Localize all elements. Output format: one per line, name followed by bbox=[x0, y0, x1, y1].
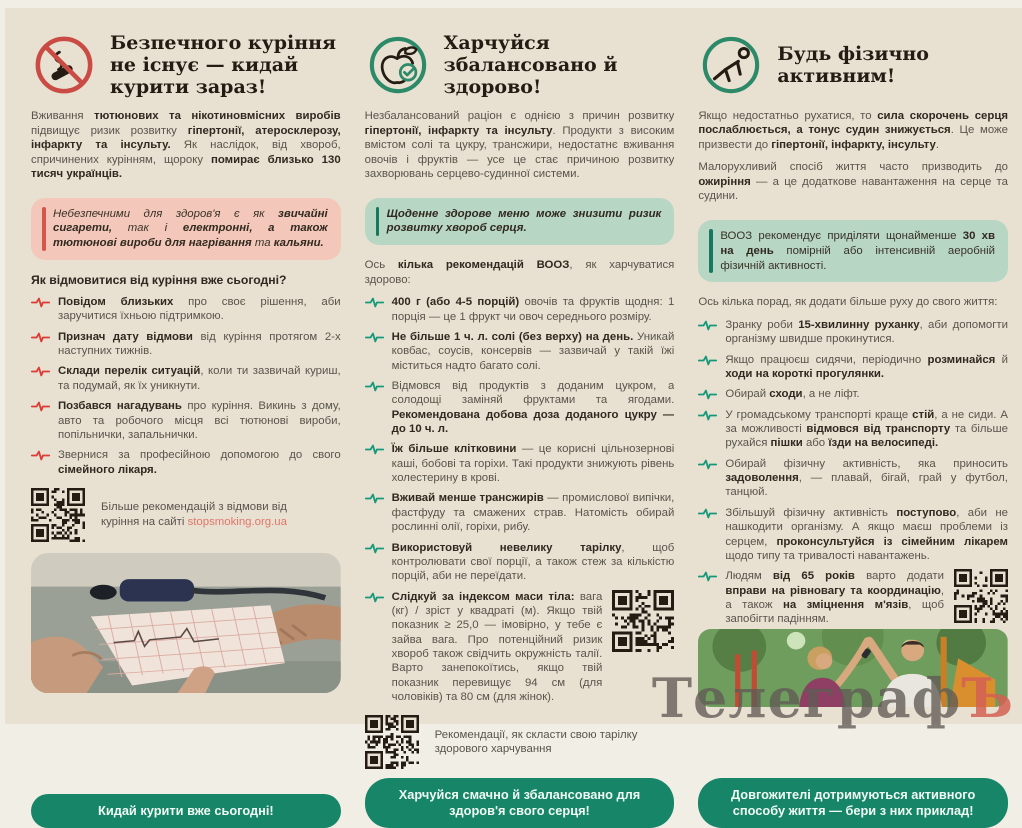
callout-text: Небезпечними для здоров'я є як звичайні сигарети, так і електронні, а також тютюнові вироби для нагрівання та кальяни. bbox=[53, 207, 328, 250]
tip-item bbox=[31, 364, 341, 393]
tip-item bbox=[698, 506, 1008, 563]
callout-text: ВООЗ рекомендує приділяти щонайменше 30 хв на день помірній або інтенсивній аеробній фізичній активності. bbox=[720, 229, 995, 272]
healthy-apple-icon bbox=[365, 32, 431, 98]
healthy-plate-qr-code bbox=[365, 715, 419, 769]
who-callout bbox=[698, 220, 1008, 282]
pulse-icon bbox=[698, 355, 717, 382]
pulse-icon bbox=[365, 592, 384, 705]
tip-text: 400 г (або 4-5 порцій) овочів та фруктів щодня: 1 порція — це 1 фрукт чи овоч середнього розміру. bbox=[391, 296, 675, 323]
intro-paragraph: Вживання тютюнових та нікотиновмісних виробів підвищує ризик розвитку гіпертонії, атеросклерозу, інфаркту та інсульту. Як наслідок, від хвороб, спричинених курінням, щороку помирає близько 130 тисяч українців. bbox=[31, 110, 341, 181]
pulse-icon bbox=[365, 543, 384, 584]
tip-item bbox=[31, 399, 341, 442]
section-heading: Ось кілька порад, як додати більше руху до свого життя: bbox=[698, 296, 998, 309]
tip-text: Склади перелік ситуацій, коли ти зазвичай куриш, та подумай, як їх уникнути. bbox=[58, 365, 341, 392]
tip-item bbox=[365, 590, 603, 705]
callout-accent-bar bbox=[42, 207, 46, 251]
pulse-icon bbox=[698, 459, 717, 500]
tip-item bbox=[698, 318, 1008, 347]
tip-item bbox=[698, 457, 1008, 500]
balanced-eating-banner: Харчуйся смачно й збалансовано для здоров'я свого серця! bbox=[365, 778, 675, 828]
intro-paragraph-2: Малорухливий спосіб життя часто призводить до ожиріння — а це додаткове навантаження на серце та судини. bbox=[698, 161, 1008, 203]
tip-text: Обирай сходи, а не ліфт. bbox=[725, 388, 860, 401]
seniors-tip-with-qr bbox=[698, 569, 1008, 626]
tip-item bbox=[698, 408, 1008, 451]
nutrition-tips-list bbox=[365, 295, 675, 583]
qr-row bbox=[365, 715, 675, 769]
ecg-checkup-photo bbox=[31, 553, 341, 693]
tip-text: Збільшуй фізичну активність поступово, аби не нашкодити організму. А якщо маєш проблеми із серцем, проконсультуйся із сімейним лікарем щодо типу та тривалості навантажень. bbox=[725, 506, 1008, 562]
pulse-icon bbox=[698, 320, 717, 347]
column-header bbox=[31, 32, 341, 98]
tip-text: Їж більше клітковини — це корисні цільнозернові каші, бобові та горіхи. Такі продукти знижують рівень холестерину в крові. bbox=[391, 443, 675, 485]
tip-item bbox=[365, 541, 675, 584]
quit-smoking-banner: Кидай курити вже сьогодні! bbox=[31, 794, 341, 828]
bmi-tip-with-qr bbox=[365, 590, 675, 705]
active-person-icon bbox=[698, 32, 764, 98]
section-heading: Ось кілька рекомендацій ВООЗ, як харчуватися здорово: bbox=[364, 259, 675, 286]
tip-text: Слідкуй за індексом маси тіла: вага (кг) / зріст у квадраті (м). Якщо твій показник ≥ 25,0 — імовірно, у тебе є зайва вага. Про потенційний ризик хвороб також свідчить окружність талії. Варто занепокоїтись, якщо твій показник перевищує 94 см (для чоловіків) та 80 см (для жінок). bbox=[391, 590, 603, 704]
intro-paragraph: Якщо недостатньо рухатися, то сила скорочень серця послаблюється, а тонус судин знижується. Це може призвести до гіпертонії, інфаркту, інсульту. bbox=[698, 110, 1008, 151]
pulse-icon bbox=[365, 444, 384, 485]
tip-text: Людям від 65 років варто додати вправи на рівновагу та координацію, а також на зміцнення м'язів, щоб запобігти падінням. bbox=[725, 570, 944, 626]
column-header bbox=[365, 32, 675, 98]
column-header bbox=[698, 32, 1008, 98]
tip-item bbox=[365, 491, 675, 534]
tip-text: Не більше 1 ч. л. солі (без верху) на день. Уникай ковбас, соусів, консервів — зазвичай у такій їжі міститься надто багато солі. bbox=[391, 330, 675, 372]
pulse-icon bbox=[31, 366, 50, 393]
no-smoking-icon bbox=[31, 32, 97, 98]
tip-text: Відмовся від продуктів з доданим цукром, а солодощі заміняй фруктами та ягодами. Рекомендована добова доза доданого цукру — до 10 ч. л. bbox=[391, 379, 675, 436]
tip-text: Признач дату відмови від куріння протягом 2-х наступних тижнів. bbox=[58, 330, 341, 358]
tip-item bbox=[698, 569, 944, 626]
tip-text: Якщо працюєш сидячи, періодично розминайся й ходи на короткі прогулянки. bbox=[725, 353, 1008, 380]
healthy-menu-callout bbox=[365, 198, 675, 246]
callout-text: Щоденне здорове меню може знизити ризик розвитку хвороб серця. bbox=[386, 207, 662, 235]
watermark-accent-letter: Ъ bbox=[961, 666, 1014, 730]
tip-item bbox=[31, 330, 341, 359]
tip-text: У громадському транспорті краще стій, а не сиди. А за можливості відмовся від транспорту та більше рухайся пішки або їзди на велосипеді. bbox=[725, 408, 1008, 450]
intro-paragraph: Незбалансований раціон є однією з причин розвитку гіпертонії, інфаркту та інсульту. Продукти з високим вмістом солі та цукру, трансжири, недостатнє вживання овочів і фруктів — усе це стає причиною розвитку захворювань серцево-судинної системи. bbox=[364, 110, 675, 181]
exercises-qr-code bbox=[954, 569, 1008, 623]
callout-accent-bar bbox=[709, 229, 713, 273]
health-leaflet bbox=[5, 8, 1022, 819]
quit-tips-list bbox=[31, 295, 341, 477]
qr-caption: Більше рекомендацій з відмови від куріння на сайті stopsmoking.org.ua bbox=[101, 501, 287, 528]
tip-item bbox=[365, 442, 675, 485]
tip-text: Повідом близьких про своє рішення, аби заручитися їхньою підтримкою. bbox=[58, 296, 341, 323]
bmi-qr-code bbox=[612, 590, 674, 652]
pulse-icon bbox=[365, 381, 384, 436]
pulse-icon bbox=[698, 410, 717, 451]
tip-text: Вживай менше трансжирів — промислової випічки, фастфуду та смажених страв. Натомість обирай рослинні олії, горіхи, рибу. bbox=[391, 492, 675, 534]
tip-item bbox=[365, 379, 675, 436]
tip-text: Позбався нагадувань про куріння. Викинь з дому, авто та робочого місця всі тютюнові вироби, попільнички, запальнички. bbox=[58, 400, 341, 441]
activity-tips-list bbox=[698, 318, 1008, 563]
watermark-base: Телеграф bbox=[651, 666, 962, 730]
pulse-icon bbox=[365, 332, 384, 373]
stopsmoking-qr-code bbox=[31, 488, 85, 542]
section-heading: Як відмовитися від куріння вже сьогодні? bbox=[31, 273, 287, 287]
pulse-icon bbox=[365, 297, 384, 324]
pulse-icon bbox=[31, 450, 50, 477]
tip-text: Використовуй невелику тарілку, щоб контролювати свої порції, а також стеж за кількістю порцій, аби не переїдати. bbox=[391, 541, 675, 583]
pulse-icon bbox=[698, 571, 717, 626]
callout-accent-bar bbox=[376, 207, 380, 237]
pulse-icon bbox=[365, 493, 384, 534]
pulse-icon bbox=[698, 508, 717, 563]
column-balanced-eating bbox=[365, 32, 675, 828]
tip-item bbox=[31, 448, 341, 477]
be-active-banner: Довгожителі дотримуються активного способу життя — бери з них приклад! bbox=[698, 778, 1008, 828]
tip-item bbox=[698, 387, 1008, 401]
tip-item bbox=[365, 330, 675, 373]
qr-row bbox=[31, 488, 341, 542]
danger-callout bbox=[31, 198, 341, 260]
pulse-icon bbox=[698, 389, 717, 401]
qr-caption: Рекомендації, як скласти свою тарілку здорового харчування bbox=[434, 728, 638, 756]
column-title: Безпечного куріння не існує — кидай курити зараз! bbox=[110, 32, 337, 99]
pulse-icon bbox=[31, 297, 50, 324]
telegraf-watermark bbox=[651, 666, 1014, 730]
pulse-icon bbox=[31, 401, 50, 442]
column-title: Харчуйся збалансовано й здорово! bbox=[443, 32, 618, 99]
column-quit-smoking bbox=[31, 32, 341, 828]
tip-text: Зранку роби 15-хвилинну руханку, аби допомогти організму швидше прокинутися. bbox=[725, 318, 1008, 346]
tip-text: Обирай фізичну активність, яка приносить задоволення, — плавай, бігай, грай у футбол, танцюй. bbox=[725, 457, 1008, 499]
tip-item bbox=[698, 353, 1008, 382]
tip-text: Звернися за професійною допомогою до свого сімейного лікаря. bbox=[58, 449, 341, 476]
tip-item bbox=[365, 295, 675, 324]
pulse-icon bbox=[31, 332, 50, 359]
tip-item bbox=[31, 295, 341, 324]
column-title: Будь фізично активним! bbox=[777, 42, 929, 87]
